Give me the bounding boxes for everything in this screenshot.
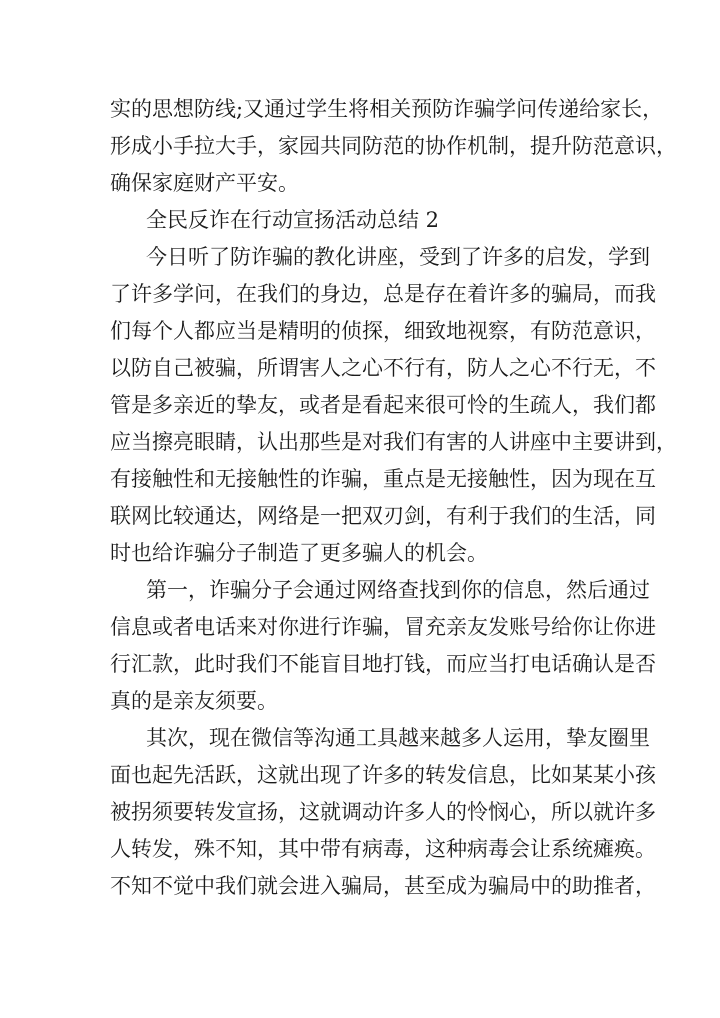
text-line: 行汇款，此时我们不能盲目地打钱，而应当打电话确认是否: [110, 652, 656, 676]
text-line: 今日听了防诈骗的教化讲座，受到了许多的启发，学到: [146, 245, 650, 269]
text-line: 被拐须要转发宣扬，这就调动许多人的怜悯心，所以就许多: [110, 800, 656, 824]
text-line: 们每个人都应当是精明的侦探，细致地视察，有防范意识，: [110, 319, 656, 343]
text-line: 真的是亲友须要。: [110, 689, 278, 713]
text-line: 联网比较通达，网络是一把双刃剑，有利于我们的生活，同: [110, 504, 656, 528]
paragraph: [110, 720, 656, 905]
text-line: 信息或者电话来对你进行诈骗，冒充亲友发账号给你让你进: [110, 615, 656, 639]
text-line: 管是多亲近的挚友，或者是看起来很可怜的生疏人，我们都: [110, 393, 656, 417]
text-line: 面也起先活跃，这就出现了许多的转发信息，比如某某小孩: [110, 763, 656, 787]
text-line: 以防自己被骗，所谓害人之心不行有，防人之心不行无，不: [110, 356, 656, 380]
text-line: 应当擦亮眼睛，认出那些是对我们有害的人讲座中主要讲到，: [110, 430, 677, 454]
text-line: 形成小手拉大手，家园共同防范的协作机制，提升防范意识，: [110, 134, 677, 158]
paragraph: [110, 572, 656, 720]
text-line: 实的思想防线;又通过学生将相关预防诈骗学问传递给家长，: [110, 97, 664, 121]
text-line: 人转发，殊不知，其中带有病毒，这种病毒会让系统瘫痪。: [110, 837, 656, 861]
text-line: 第一，诈骗分子会通过网络查找到你的信息，然后通过: [146, 578, 650, 602]
paragraph: [110, 239, 677, 572]
text-line: 时也给诈骗分子制造了更多骗人的机会。: [110, 541, 488, 565]
text-line: 全民反诈在行动宣扬活动总结 2: [146, 208, 440, 232]
text-line: 不知不觉中我们就会进入骗局，甚至成为骗局中的助推者，: [110, 874, 656, 898]
text-line: 有接触性和无接触性的诈骗，重点是无接触性，因为现在互: [110, 467, 656, 491]
text-line: 其次，现在微信等沟通工具越来越多人运用，挚友圈里: [146, 726, 650, 750]
text-line: 确保家庭财产平安。: [110, 171, 299, 195]
document-body: [110, 91, 677, 905]
paragraph: [110, 202, 614, 239]
text-line: 了许多学问，在我们的身边，总是存在着许多的骗局，而我: [110, 282, 656, 306]
paragraph: [110, 91, 677, 202]
